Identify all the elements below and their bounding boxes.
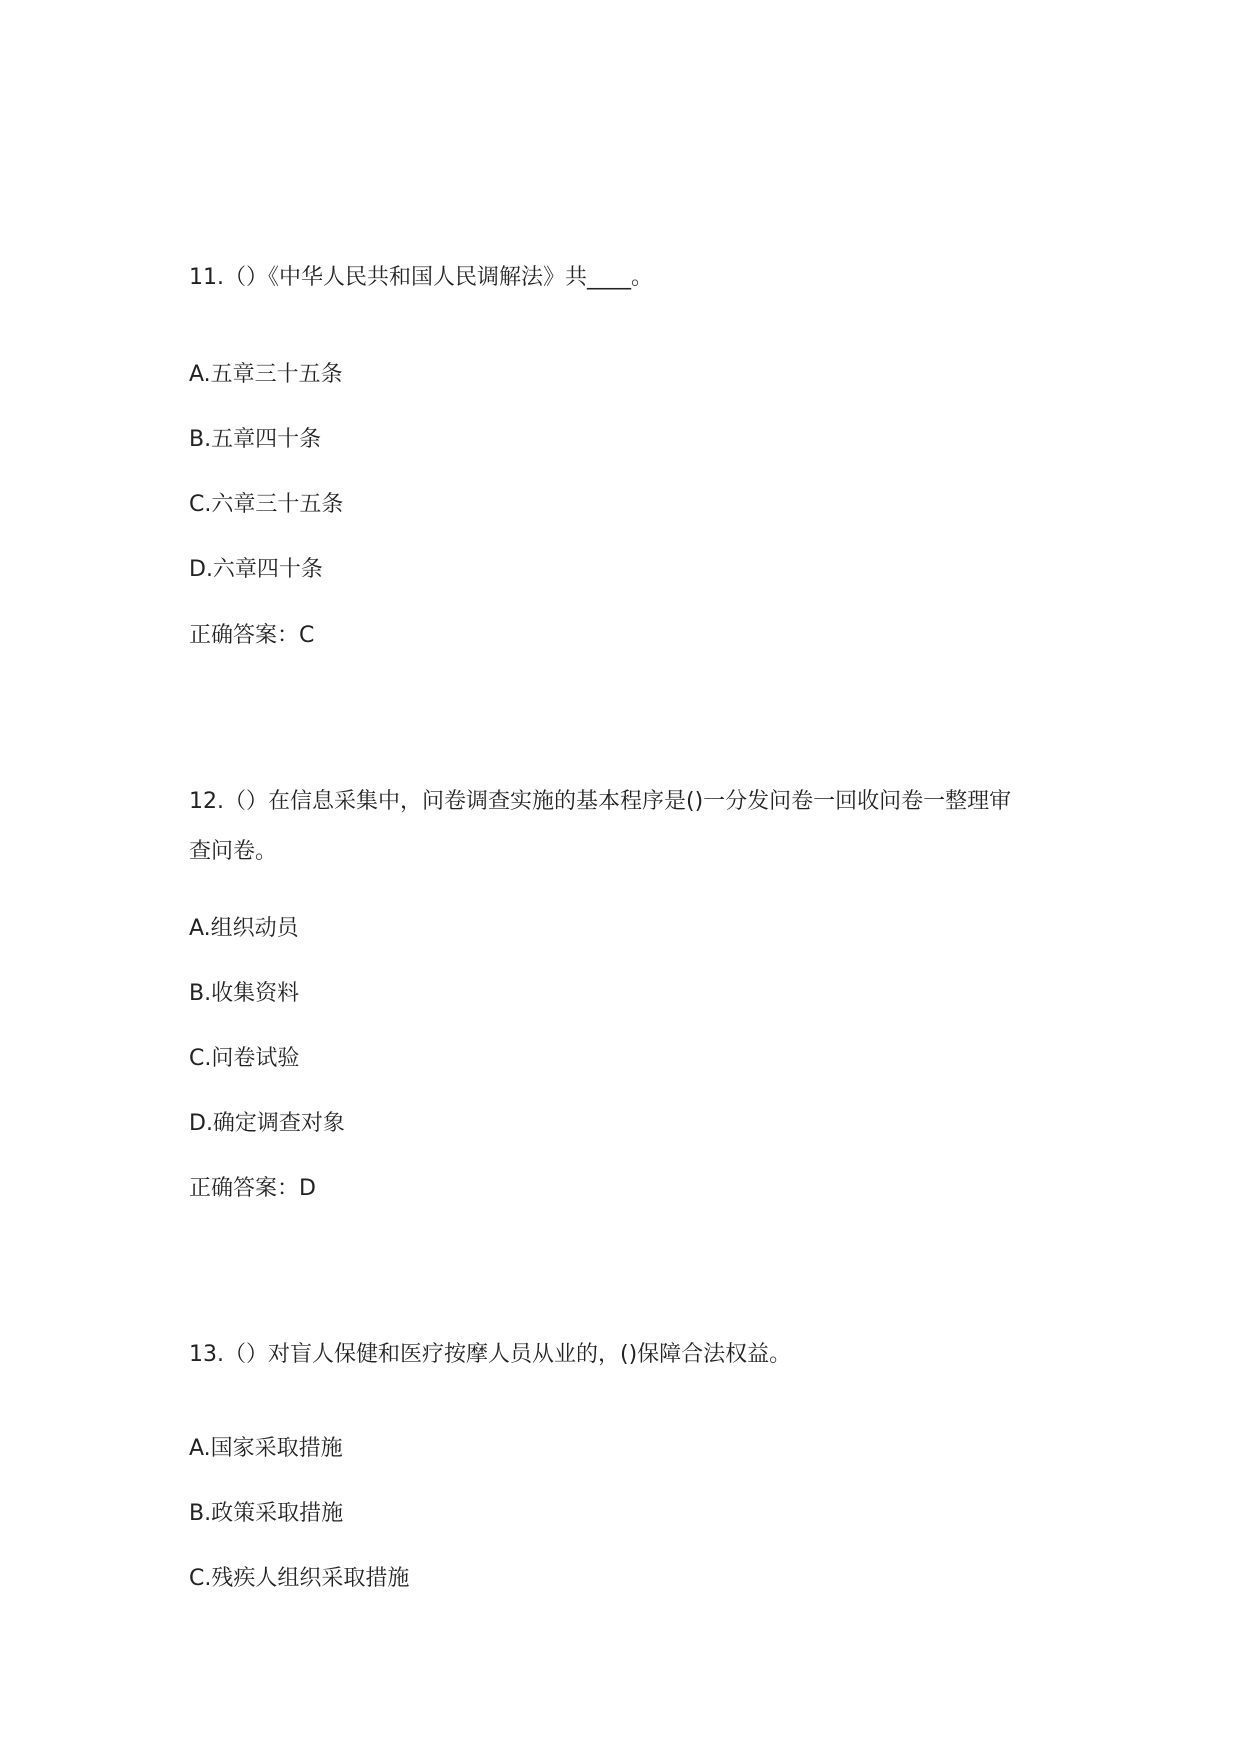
question-11-answer: 正确答案：C	[189, 623, 315, 648]
question-12-option-d: D.确定调查对象	[189, 1111, 345, 1136]
question-12-answer: 正确答案：D	[189, 1176, 316, 1201]
question-12-stem-line-2: 查问卷。	[189, 839, 278, 864]
question-11-stem: 11.（）《中华人民共和国人民调解法》共____。	[189, 265, 653, 290]
question-11-option-d: D.六章四十条	[189, 557, 323, 582]
question-13-option-a: A.国家采取措施	[189, 1436, 343, 1461]
question-13-stem: 13.（）对盲人保健和医疗按摩人员从业的，()保障合法权益。	[189, 1342, 792, 1367]
question-11-option-b: B.五章四十条	[189, 427, 322, 452]
question-12-option-b: B.收集资料	[189, 981, 300, 1006]
question-13-option-c: C.残疾人组织采取措施	[189, 1566, 410, 1591]
question-11-option-a: A.五章三十五条	[189, 362, 343, 387]
question-11-option-c: C.六章三十五条	[189, 492, 344, 517]
question-13-option-b: B.政策采取措施	[189, 1501, 344, 1526]
question-12-option-c: C.问卷试验	[189, 1046, 300, 1071]
question-12-stem-line-1: 12.（）在信息采集中，问卷调查实施的基本程序是()一分发问卷一回收问卷一整理审	[189, 789, 1012, 814]
question-12-option-a: A.组织动员	[189, 916, 299, 941]
